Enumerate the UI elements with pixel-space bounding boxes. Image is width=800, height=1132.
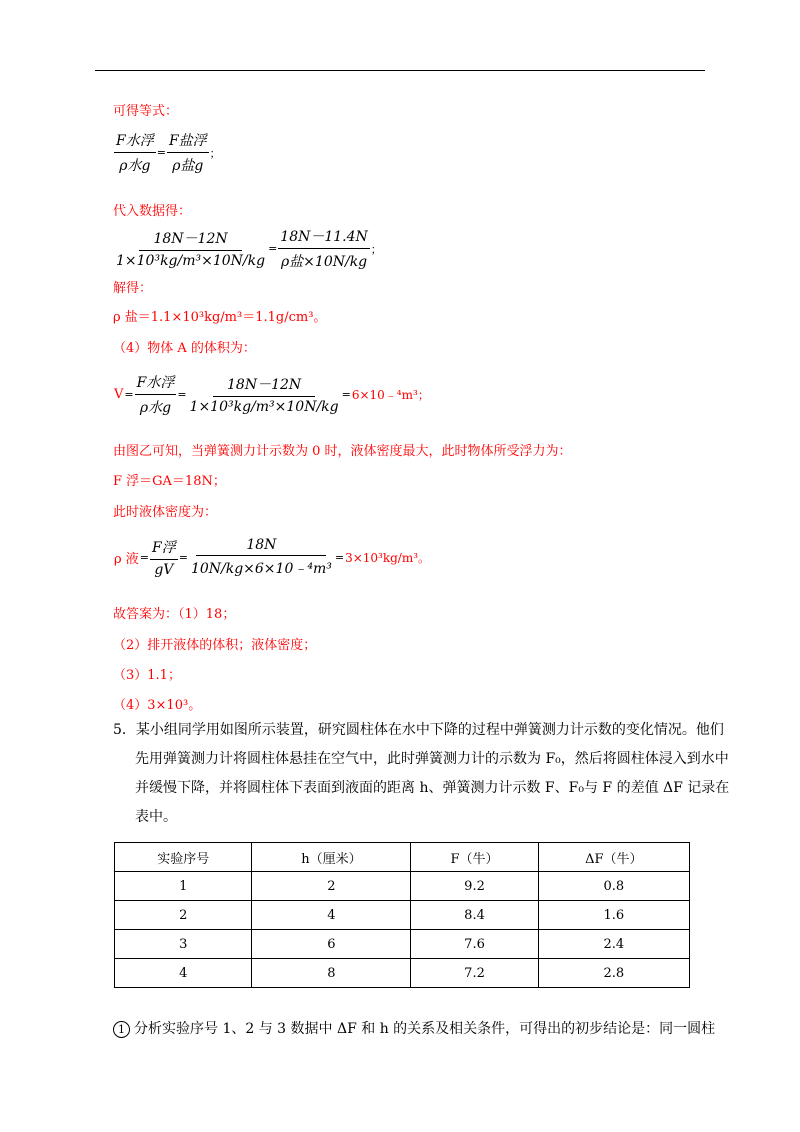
data-table xyxy=(114,842,690,988)
header-rule xyxy=(95,70,705,71)
question-number: 5． xyxy=(113,722,136,738)
table-row xyxy=(115,930,690,959)
equation-lhs: V xyxy=(114,387,124,402)
answer-line: （2）排开液体的体积；液体密度； xyxy=(113,638,317,653)
table-row xyxy=(115,901,690,930)
text-line: 代入数据得： xyxy=(113,204,192,219)
equation-ratio: $\frac{\text{F水浮}}{\text{ρ水g}}$ = $\frac{\text{F盐浮}}{\text{ρ盐g}}$ ； xyxy=(114,130,222,175)
table-cell: 2 xyxy=(115,901,252,930)
fraction-numerator: F水浮 xyxy=(135,372,177,395)
table-cell: 4 xyxy=(252,901,411,930)
table-cell: 4 xyxy=(115,959,252,988)
equation-substitution: $\frac{18N-12N}{\text{1×10³kg/m³×10N/kg}}$ = $\frac{18N-11.4N}{\text{ρ盐×10N/kg}}$ ； xyxy=(114,226,383,271)
fraction-denominator: 1×10³kg/m³×10N/kg xyxy=(116,253,266,269)
table-header: h（厘米） xyxy=(252,843,411,872)
table-cell: 7.2 xyxy=(411,959,538,988)
fraction-denominator: gV xyxy=(154,562,174,578)
table-header-row xyxy=(115,843,690,872)
table-cell: 9.2 xyxy=(411,872,538,901)
text-line: ρ 盐＝1.1×10³kg/m³＝1.1g/cm³。 xyxy=(113,310,327,325)
text-line: F 浮＝GA＝18N； xyxy=(113,474,226,489)
text-line: 此时液体密度为： xyxy=(113,505,218,520)
table-cell: 2.4 xyxy=(538,930,689,959)
fraction-numerator: 18N－12N xyxy=(139,228,241,251)
equation-volume: V = $\frac{\text{F水浮}}{\text{ρ水g}}$ = $\frac{18N-12N}{\text{1×10³kg/m³×10N/kg}}$ = 6×10﹣⁴m³； xyxy=(114,372,430,417)
table-cell: 1 xyxy=(115,872,252,901)
text-line: 由图乙可知，当弹簧测力计示数为 0 时，液体密度最大，此时物体所受浮力为： xyxy=(113,444,572,459)
text-line: 解得： xyxy=(113,281,153,296)
table-header: 实验序号 xyxy=(115,843,252,872)
question-text: 某小组同学用如图所示装置，研究圆柱体在水中下降的过程中弹簧测力计示数的变化情况。他们先用弹簧测力计将圆柱体悬挂在空气中，此时弹簧测力计的示数为 F₀，然后将圆柱体浸入到水中并缓慢下降，并将圆柱体下表面到液面的距离 h、弹簧测力计示数 F、F₀与 F 的差值 ΔF 记录在表中。 xyxy=(135,722,730,825)
fraction-numerator: 18N xyxy=(196,537,326,556)
table-cell: 7.6 xyxy=(411,930,538,959)
answer-line: （4）3×10³。 xyxy=(113,698,202,713)
equation-lhs: ρ 液 xyxy=(114,552,139,567)
table-cell: 2 xyxy=(252,872,411,901)
table-cell: 1.6 xyxy=(538,901,689,930)
sub-question-text: 分析实验序号 1、2 与 3 数据中 ΔF 和 h 的关系及相关条件，可得出的初步结论是：同一圆柱 xyxy=(134,1021,716,1037)
equation-result: 3×10³kg/m³。 xyxy=(345,551,431,565)
table-cell: 8.4 xyxy=(411,901,538,930)
table-cell: 8 xyxy=(252,959,411,988)
fraction-numerator: 18N－11.4N xyxy=(278,226,370,249)
text-line: （4）物体 A 的体积为： xyxy=(113,341,256,356)
equation-result: 6×10﹣⁴m³； xyxy=(351,388,430,402)
table-row xyxy=(115,959,690,988)
fraction-denominator: ρ水g xyxy=(119,158,151,174)
fraction-denominator: ρ水g xyxy=(139,400,172,416)
table-cell: 2.8 xyxy=(538,959,689,988)
equation-density: ρ 液 = $\frac{\text{F浮}}{gV}$ = $\frac{18N}{\text{10N/kg×6×10﹣⁴m³}}$ = 3×10³kg/m³。 xyxy=(114,537,431,578)
fraction-numerator: 18N－12N xyxy=(213,374,315,397)
table-header: ΔF（牛） xyxy=(538,843,689,872)
table-row xyxy=(115,872,690,901)
answer-line: 故答案为：（1）18； xyxy=(113,607,236,622)
table-cell: 3 xyxy=(115,930,252,959)
fraction-denominator: ρ盐g xyxy=(172,158,204,174)
fraction-numerator: F水浮 xyxy=(114,130,156,153)
fraction-numerator: F盐浮 xyxy=(167,130,209,153)
table-cell: 0.8 xyxy=(538,872,689,901)
fraction-denominator: ρ盐×10N/kg xyxy=(280,254,368,270)
question-5 xyxy=(113,716,735,832)
fraction-denominator: 10N/kg×6×10﹣⁴m³ xyxy=(190,561,332,577)
sub-question-1 xyxy=(113,1018,715,1038)
table-header: F（牛） xyxy=(411,843,538,872)
table-cell: 6 xyxy=(252,930,411,959)
answer-line: （3）1.1； xyxy=(113,668,181,683)
circled-number: 1 xyxy=(113,1021,130,1038)
fraction-denominator: 1×10³kg/m³×10N/kg xyxy=(189,399,339,415)
text-line: 可得等式： xyxy=(113,104,179,119)
fraction-numerator: F浮 xyxy=(150,537,178,560)
